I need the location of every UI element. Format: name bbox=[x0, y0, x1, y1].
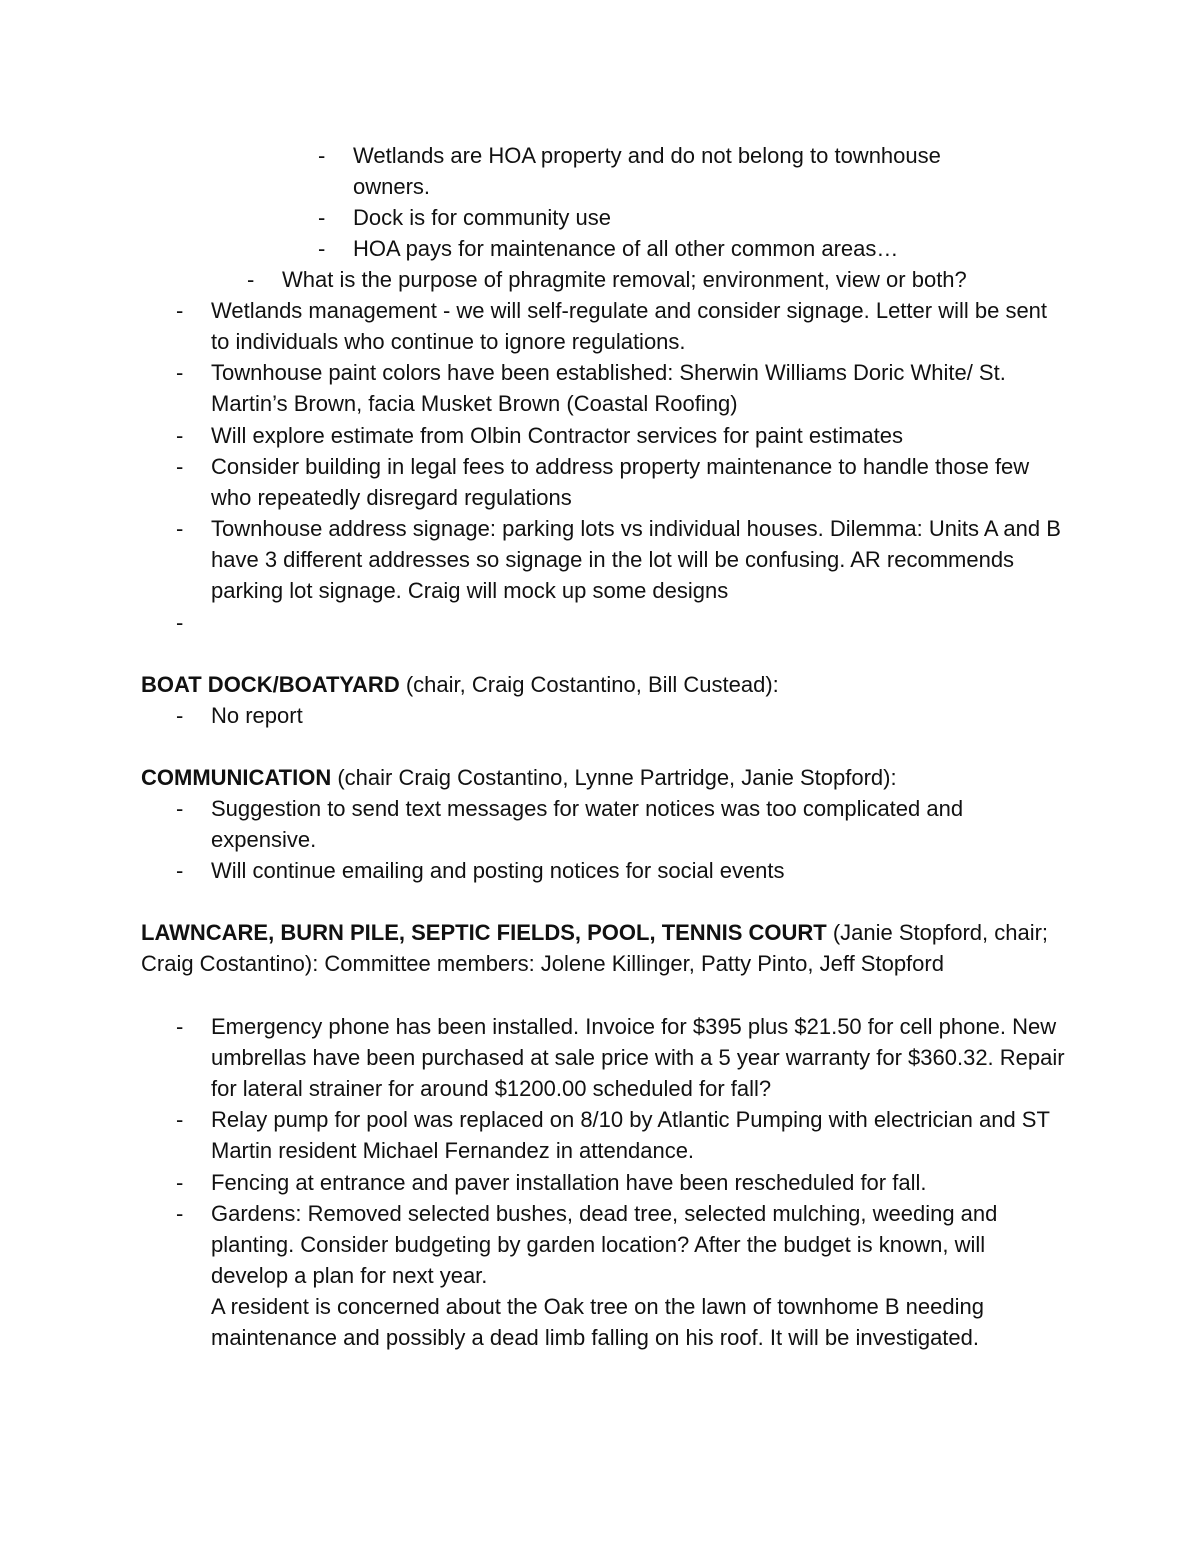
list-item bbox=[176, 793, 1066, 855]
bullet-dash: - bbox=[176, 454, 184, 479]
bullet-dash: - bbox=[176, 1107, 184, 1132]
bullet-dash: - bbox=[176, 1170, 184, 1195]
list-item-text: Townhouse address signage: parking lots vs individual houses. Dilemma: Units A and B have 3 different addresses so signage in the lot will be confusing. AR recommends parking lot signage. Craig will mock up some designs bbox=[211, 516, 1061, 603]
list-item bbox=[176, 1167, 1066, 1198]
list-item bbox=[318, 233, 1018, 264]
list-item-text: Emergency phone has been installed. Invoice for $395 plus $21.50 for cell phone. New umbrellas have been purchased at sale price with a 5 year warranty for $360.32. Repair for lateral strainer for around $1200.00 scheduled for fall? bbox=[211, 1014, 1065, 1101]
note-paragraph bbox=[211, 1291, 1066, 1353]
section-heading-lawncare bbox=[141, 917, 1061, 979]
bullet-dash: - bbox=[176, 298, 184, 323]
list-item bbox=[176, 513, 1066, 606]
list-item bbox=[176, 295, 1066, 357]
list-item bbox=[176, 855, 1066, 886]
list-item-text: HOA pays for maintenance of all other common areas… bbox=[353, 236, 899, 261]
section-title: BOAT DOCK/BOATYARD bbox=[141, 672, 400, 697]
list-item-text: Wetlands are HOA property and do not belong to townhouse owners. bbox=[353, 143, 941, 199]
list-item-text: Wetlands management - we will self-regulate and consider signage. Letter will be sent to individuals who continue to ignore regulations. bbox=[211, 298, 1048, 354]
list-item bbox=[176, 1104, 1066, 1166]
section-heading-communication bbox=[141, 762, 1061, 793]
list-item bbox=[176, 451, 1066, 513]
bullet-dash: - bbox=[176, 703, 184, 728]
list-item-text: Will explore estimate from Olbin Contractor services for paint estimates bbox=[211, 423, 904, 448]
list-item bbox=[176, 420, 1066, 451]
bullet-dash: - bbox=[176, 423, 184, 448]
bullet-dash: - bbox=[247, 267, 255, 292]
list-item bbox=[318, 140, 1018, 202]
section-title: COMMUNICATION bbox=[141, 765, 332, 790]
list-item bbox=[247, 264, 1047, 295]
bullet-dash: - bbox=[176, 1014, 184, 1039]
note-text: A resident is concerned about the Oak tree on the lawn of townhome B needing maintenance and possibly a dead limb falling on his roof. It will be investigated. bbox=[211, 1294, 984, 1350]
list-item bbox=[176, 1198, 1066, 1291]
list-item-text: Relay pump for pool was replaced on 8/10 by Atlantic Pumping with electrician and ST Martin resident Michael Fernandez in attendance. bbox=[211, 1107, 1050, 1163]
bullet-dash: - bbox=[176, 610, 184, 635]
list-item-text: Suggestion to send text messages for water notices was too complicated and expensive. bbox=[211, 796, 964, 852]
section-members: (Janie Stopford, chair; Craig Costantino): Committee members: Jolene Killinger, Patty Pinto, Jeff Stopford bbox=[141, 920, 1049, 976]
bullet-dash: - bbox=[318, 205, 326, 230]
list-item-text: Gardens: Removed selected bushes, dead tree, selected mulching, weeding and planting. Consider budgeting by garden location? After the budget is known, will develop a plan for next year. bbox=[211, 1201, 998, 1288]
list-item bbox=[318, 202, 1018, 233]
list-item bbox=[176, 1011, 1066, 1104]
section-members: (chair Craig Costantino, Lynne Partridge, Janie Stopford): bbox=[331, 765, 897, 790]
bullet-dash: - bbox=[318, 236, 326, 261]
list-item bbox=[176, 700, 1066, 731]
list-item-text: Dock is for community use bbox=[353, 205, 611, 230]
bullet-dash: - bbox=[318, 143, 326, 168]
list-item-text: Will continue emailing and posting notices for social events bbox=[211, 858, 785, 883]
section-heading-boat-dock bbox=[141, 669, 1061, 700]
list-item-text: Townhouse paint colors have been established: Sherwin Williams Doric White/ St. Martin’s Brown, facia Musket Brown (Coastal Roofing) bbox=[211, 360, 1006, 416]
list-item-text: No report bbox=[211, 703, 303, 728]
section-members: (chair, Craig Costantino, Bill Custead): bbox=[399, 672, 779, 697]
bullet-dash: - bbox=[176, 796, 184, 821]
section-title: LAWNCARE, BURN PILE, SEPTIC FIELDS, POOL, TENNIS COURT bbox=[141, 920, 827, 945]
list-item bbox=[176, 357, 1066, 419]
list-item-text: Consider building in legal fees to address property maintenance to handle those few who repeatedly disregard regulations bbox=[211, 454, 1030, 510]
list-item-text: Fencing at entrance and paver installation have been rescheduled for fall. bbox=[211, 1170, 927, 1195]
bullet-dash: - bbox=[176, 1201, 184, 1226]
bullet-dash: - bbox=[176, 360, 184, 385]
list-item-text: What is the purpose of phragmite removal; environment, view or both? bbox=[282, 267, 967, 292]
bullet-dash: - bbox=[176, 858, 184, 883]
bullet-dash: - bbox=[176, 516, 184, 541]
